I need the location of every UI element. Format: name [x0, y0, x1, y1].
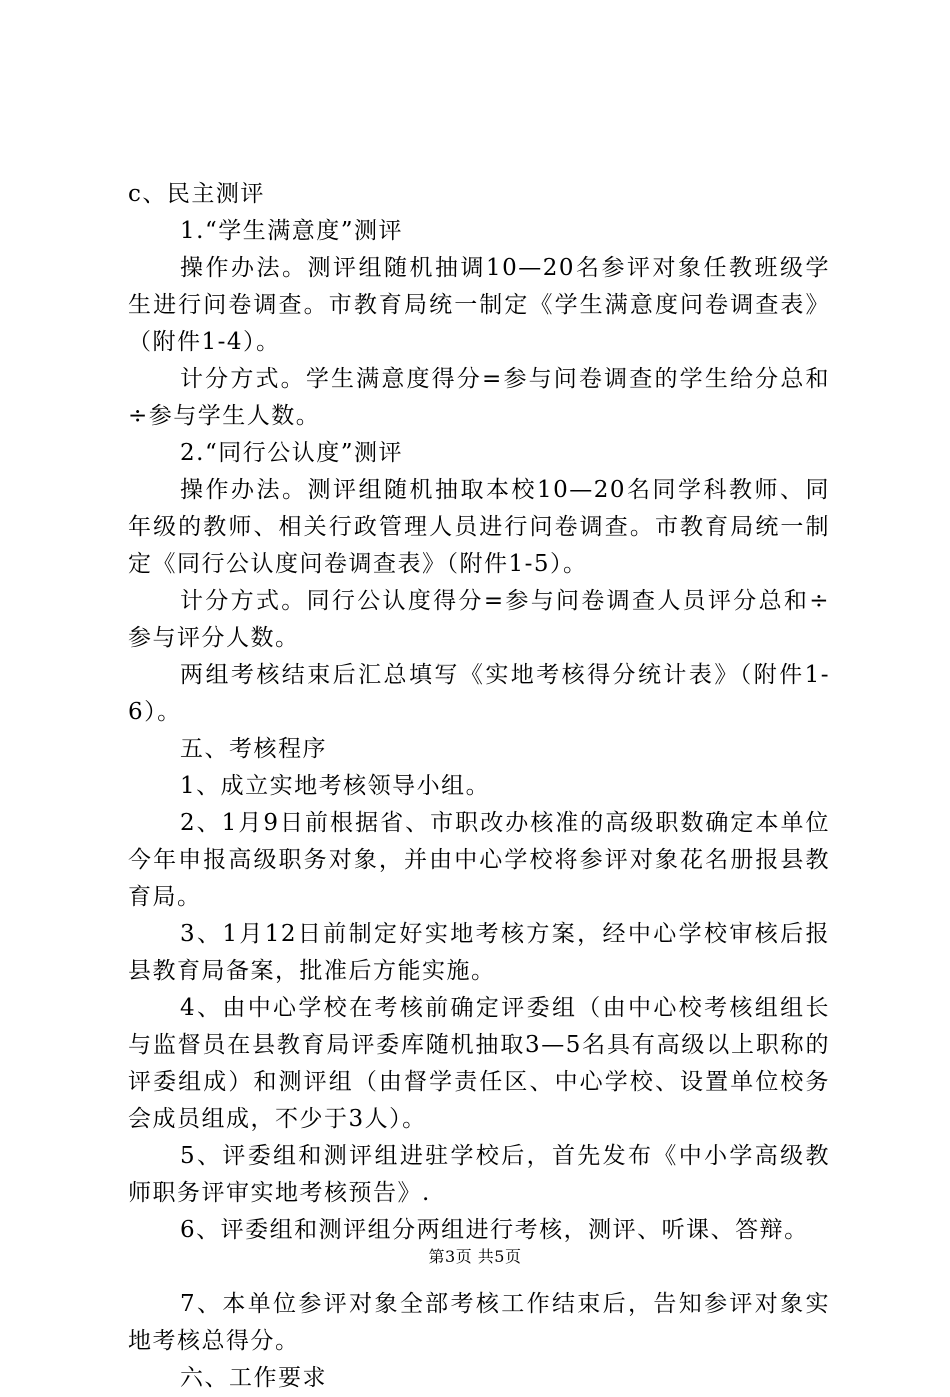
- procedure-step-2: 2、1月9日前根据省、市职改办核准的高级职数确定本单位今年申报高级职务对象，并由中心学校将参评对象花名册报县教育局。: [128, 810, 830, 910]
- section-heading-democratic-evaluation: c、民主测评: [128, 181, 265, 207]
- page-number-label: 第3页 共5页: [428, 1247, 522, 1266]
- section-heading-work-requirements: 六、工作要求: [180, 1365, 327, 1391]
- procedure-step-6: 6、评委组和测评组分两组进行考核，测评、听课、答辩。: [180, 1217, 809, 1243]
- procedure-step-4: 4、由中心学校在考核前确定评委组（由中心校考核组组长与监督员在县教育局评委库随机抽取3—5名具有高级以上职称的评委组成）和测评组（由督学责任区、中心学校、设置单位校务会成员组成，不少于3人）。: [128, 995, 830, 1132]
- paragraph-student-operation-method: 操作办法。测评组随机抽调10—20名参评对象任教班级学生进行问卷调查。市教育局统一制定《学生满意度问卷调查表》（附件1-4）。: [128, 255, 830, 355]
- procedure-step-1: 1、成立实地考核领导小组。: [180, 773, 491, 799]
- page-footer: [0, 1246, 950, 1268]
- paragraph-peer-operation-method: 操作办法。测评组随机抽取本校10—20名同学科教师、同年级的教师、相关行政管理人员进行问卷调查。市教育局统一制定《同行公认度问卷调查表》（附件1-5）。: [128, 477, 830, 577]
- section-heading-assessment-procedure: 五、考核程序: [180, 736, 327, 762]
- procedure-step-3: 3、1月12日前制定好实地考核方案，经中心学校审核后报县教育局备案，批准后方能实施。: [128, 921, 830, 984]
- subsection-heading-peer-recognition: 2.“同行公认度”测评: [180, 440, 403, 466]
- paragraph-student-scoring-method: 计分方式。学生满意度得分=参与问卷调查的学生给分总和÷参与学生人数。: [128, 366, 830, 429]
- procedure-step-7: 7、本单位参评对象全部考核工作结束后，告知参评对象实地考核总得分。: [128, 1291, 830, 1354]
- paragraph-summary-statistics: 两组考核结束后汇总填写《实地考核得分统计表》（附件1-6）。: [128, 662, 830, 725]
- subsection-heading-student-satisfaction: 1.“学生满意度”测评: [180, 218, 403, 244]
- document-body: [128, 176, 830, 1397]
- paragraph-peer-scoring-method: 计分方式。同行公认度得分=参与问卷调查人员评分总和÷参与评分人数。: [128, 588, 830, 651]
- procedure-step-5: 5、评委组和测评组进驻学校后，首先发布《中小学高级教师职务评审实地考核预告》.: [128, 1143, 830, 1206]
